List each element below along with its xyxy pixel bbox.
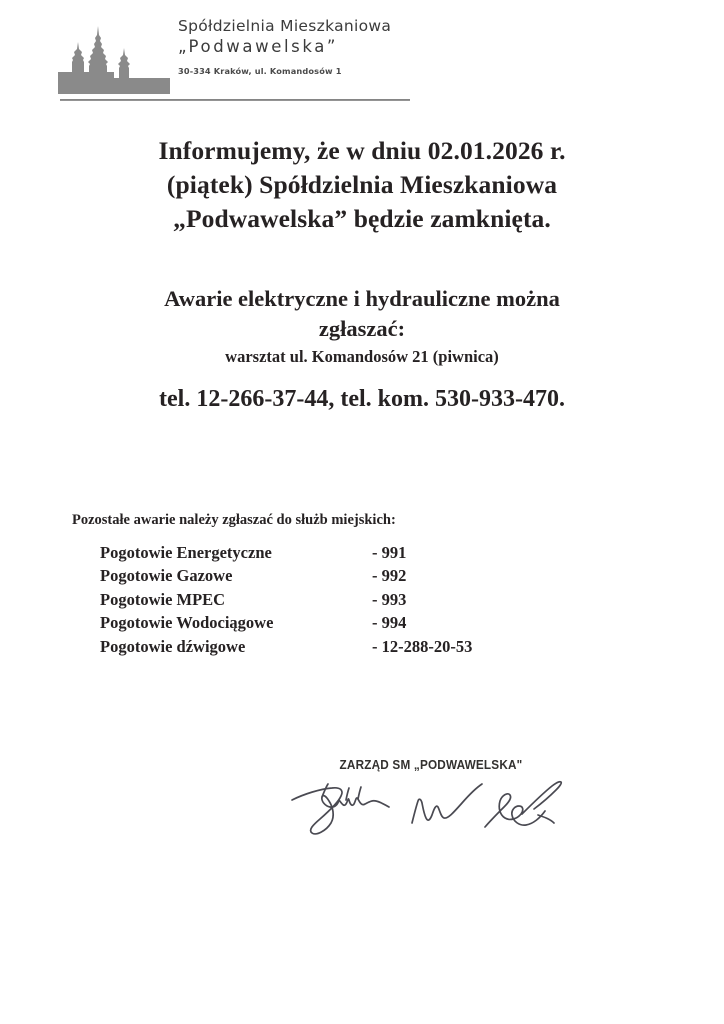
cooperative-address: 30-334 Kraków, ul. Komandosów 1 <box>178 66 342 77</box>
service-number: - 12-288-20-53 <box>372 636 473 656</box>
service-number: - 994 <box>372 613 407 633</box>
handwritten-signatures-icon <box>286 776 566 838</box>
headline-line-2: (piątek) Spółdzielnia Mieszkaniowa <box>166 170 558 200</box>
service-name: Pogotowie dźwigowe <box>100 636 246 656</box>
emergency-heading <box>0 284 724 344</box>
service-name: Pogotowie MPEC <box>100 589 226 609</box>
service-name: Pogotowie Energetyczne <box>100 543 272 562</box>
wawel-castle-silhouette-icon <box>58 22 170 94</box>
service-number: - 993 <box>372 589 407 609</box>
page-headline <box>0 134 724 236</box>
service-row <box>72 564 542 587</box>
service-row <box>72 611 542 634</box>
workshop-address: warsztat ul. Komandosów 21 (piwnica) <box>225 347 499 366</box>
service-name: Pogotowie Wodociągowe <box>100 613 274 633</box>
letterhead <box>58 18 418 98</box>
city-services-intro: Pozostałe awarie należy zgłaszać do służb miejskich: <box>72 512 396 528</box>
letterhead-divider <box>60 99 410 101</box>
emergency-line-1: Awarie elektryczne i hydrauliczne można <box>164 286 560 311</box>
headline-line-1: Informujemy, że w dniu 02.01.2026 r. <box>158 136 566 165</box>
cooperative-name-line1: Spółdzielnia Mieszkaniowa <box>178 17 392 35</box>
emergency-line-2: zgłaszać: <box>318 315 406 341</box>
service-name: Pogotowie Gazowe <box>100 566 233 586</box>
service-number: - 992 <box>372 566 407 586</box>
service-row <box>72 588 542 611</box>
signature-block <box>286 758 576 838</box>
service-row <box>72 541 542 564</box>
service-number: - 991 <box>372 543 407 562</box>
letterhead-text <box>178 18 428 76</box>
emergency-phone-numbers: tel. 12-266-37-44, tel. kom. 530-933-470. <box>159 386 565 412</box>
signature-title: ZARZĄD SM „PODWAWELSKA" <box>339 758 523 772</box>
service-row <box>72 635 542 658</box>
cooperative-name-line2: „Podwawelska” <box>178 37 339 57</box>
city-services-section <box>72 512 542 658</box>
headline-line-3: „Podwawelska” będzie zamknięta. <box>173 204 551 234</box>
